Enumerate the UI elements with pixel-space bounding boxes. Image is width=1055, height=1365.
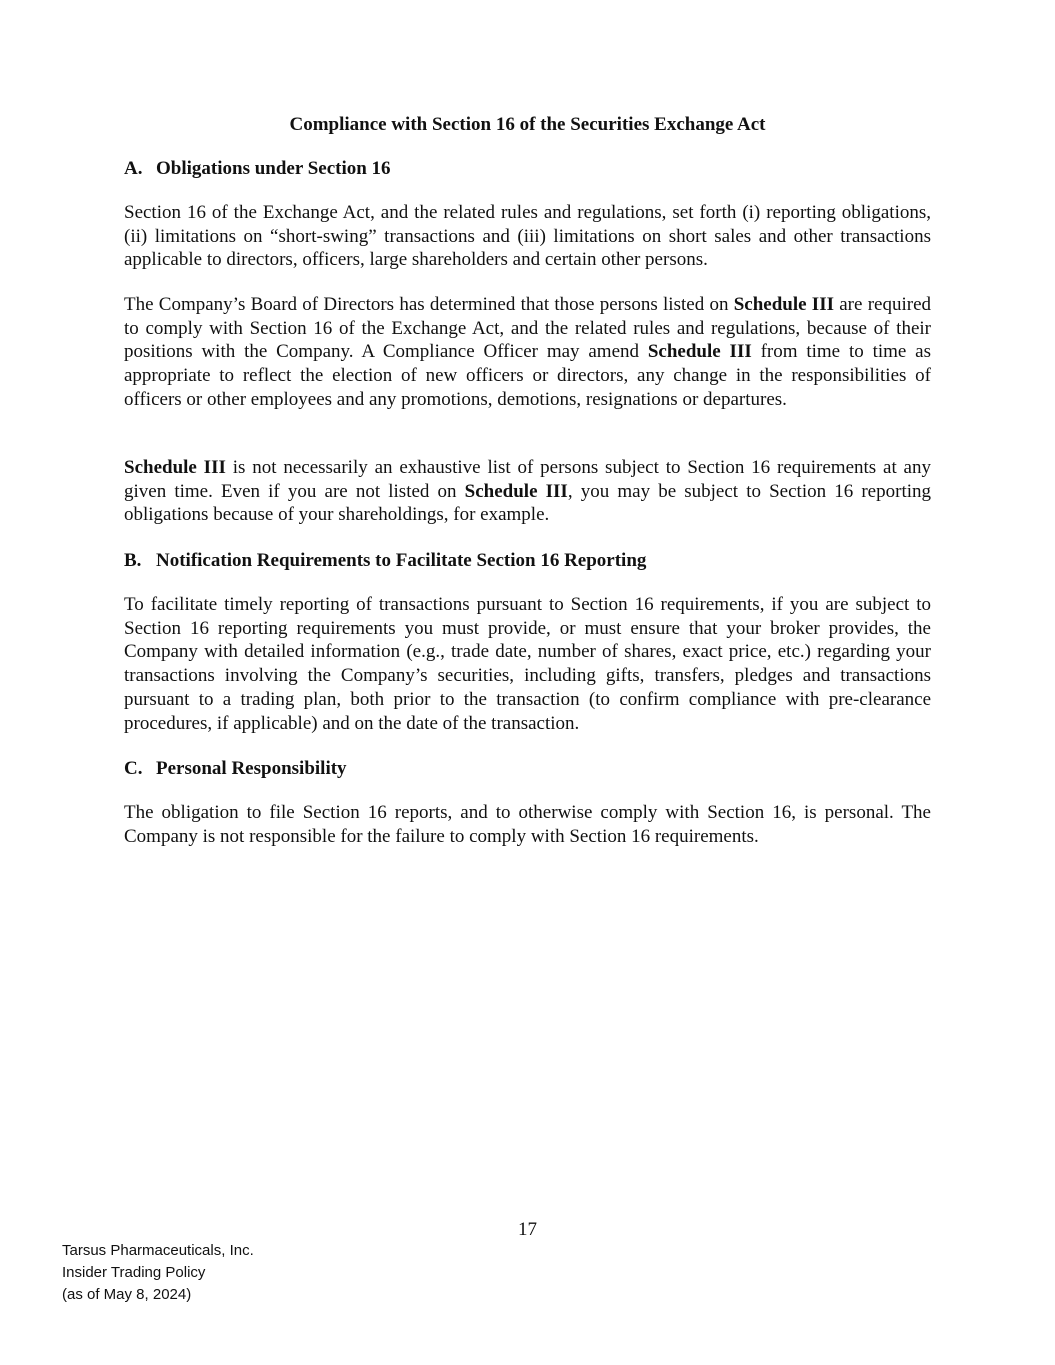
section-a-paragraph-2 <box>124 293 931 412</box>
page-title: Compliance with Section 16 of the Securities Exchange Act <box>289 114 766 135</box>
schedule-iii-reference: Schedule III <box>124 457 226 478</box>
section-c-heading <box>124 757 347 781</box>
section-b-letter: B. <box>124 550 142 571</box>
footer-date: (as of May 8, 2024) <box>62 1286 192 1303</box>
schedule-iii-reference: Schedule III <box>647 341 752 363</box>
schedule-iii-reference: Schedule III <box>733 294 834 315</box>
section-a-heading <box>124 157 391 181</box>
section-a-heading-text: Obligations under Section 16 <box>156 158 391 179</box>
section-a-p3-text-1: is not necessarily an exhaustive list of persons subject to Section 16 requirements at any given time. Even if you are not listed on <box>124 457 931 502</box>
section-c-letter: C. <box>124 758 143 779</box>
section-a-p2-text-2: are required to comply with Section 16 of the Exchange Act, and the related rules and regulations, because of their positions with the Company. A Compliance Officer may amend <box>124 294 932 363</box>
schedule-iii-reference: Schedule III <box>464 480 568 502</box>
page-number: 17 <box>518 1219 537 1240</box>
footer-policy: Insider Trading Policy <box>62 1264 206 1281</box>
document-footer <box>62 1240 254 1306</box>
section-c-paragraph-1: The obligation to file Section 16 reports, and to otherwise comply with Section 16, is personal. The Company is not responsible for the failure to comply with Section 16 requirements. <box>124 802 931 847</box>
section-c-heading-text: Personal Responsibility <box>156 758 347 779</box>
section-a-paragraph-3 <box>124 456 931 527</box>
section-b-heading-text: Notification Requirements to Facilitate Section 16 Reporting <box>156 550 647 571</box>
section-b-heading <box>124 549 646 573</box>
section-a-p2-text-3: from time to time as appropriate to reflect the election of new officers or directors, any change in the responsibilities of officers or other employees and any promotions, demotions, resignations or departures. <box>124 341 932 410</box>
section-b-paragraph-1: To facilitate timely reporting of transactions pursuant to Section 16 requirements, if you are subject to Section 16 reporting requirements you must provide, or must ensure that your broker provides, the Company with detailed information (e.g., trade date, number of shares, exact price, etc.) regarding your transactions involving the Company’s securities, including gifts, transfers, pledges and transactions pursuant to a trading plan, both prior to the transaction (to confirm compliance with pre-clearance procedures, if applicable) and on the date of the transaction. <box>124 594 931 734</box>
section-a-p3-text-2: , you may be subject to Section 16 reporting obligations because of your shareholdings, for example. <box>124 480 931 526</box>
section-a-paragraph-1: Section 16 of the Exchange Act, and the related rules and regulations, set forth (i) reporting obligations, (ii) limitations on “short-swing” transactions and (iii) limitations on short sales and other transactions applicable to directors, officers, large shareholders and certain other persons. <box>124 202 931 271</box>
section-a-letter: A. <box>124 158 143 179</box>
footer-company: Tarsus Pharmaceuticals, Inc. <box>62 1242 254 1259</box>
section-a-p2-text-1: The Company’s Board of Directors has determined that those persons listed on <box>124 294 734 315</box>
